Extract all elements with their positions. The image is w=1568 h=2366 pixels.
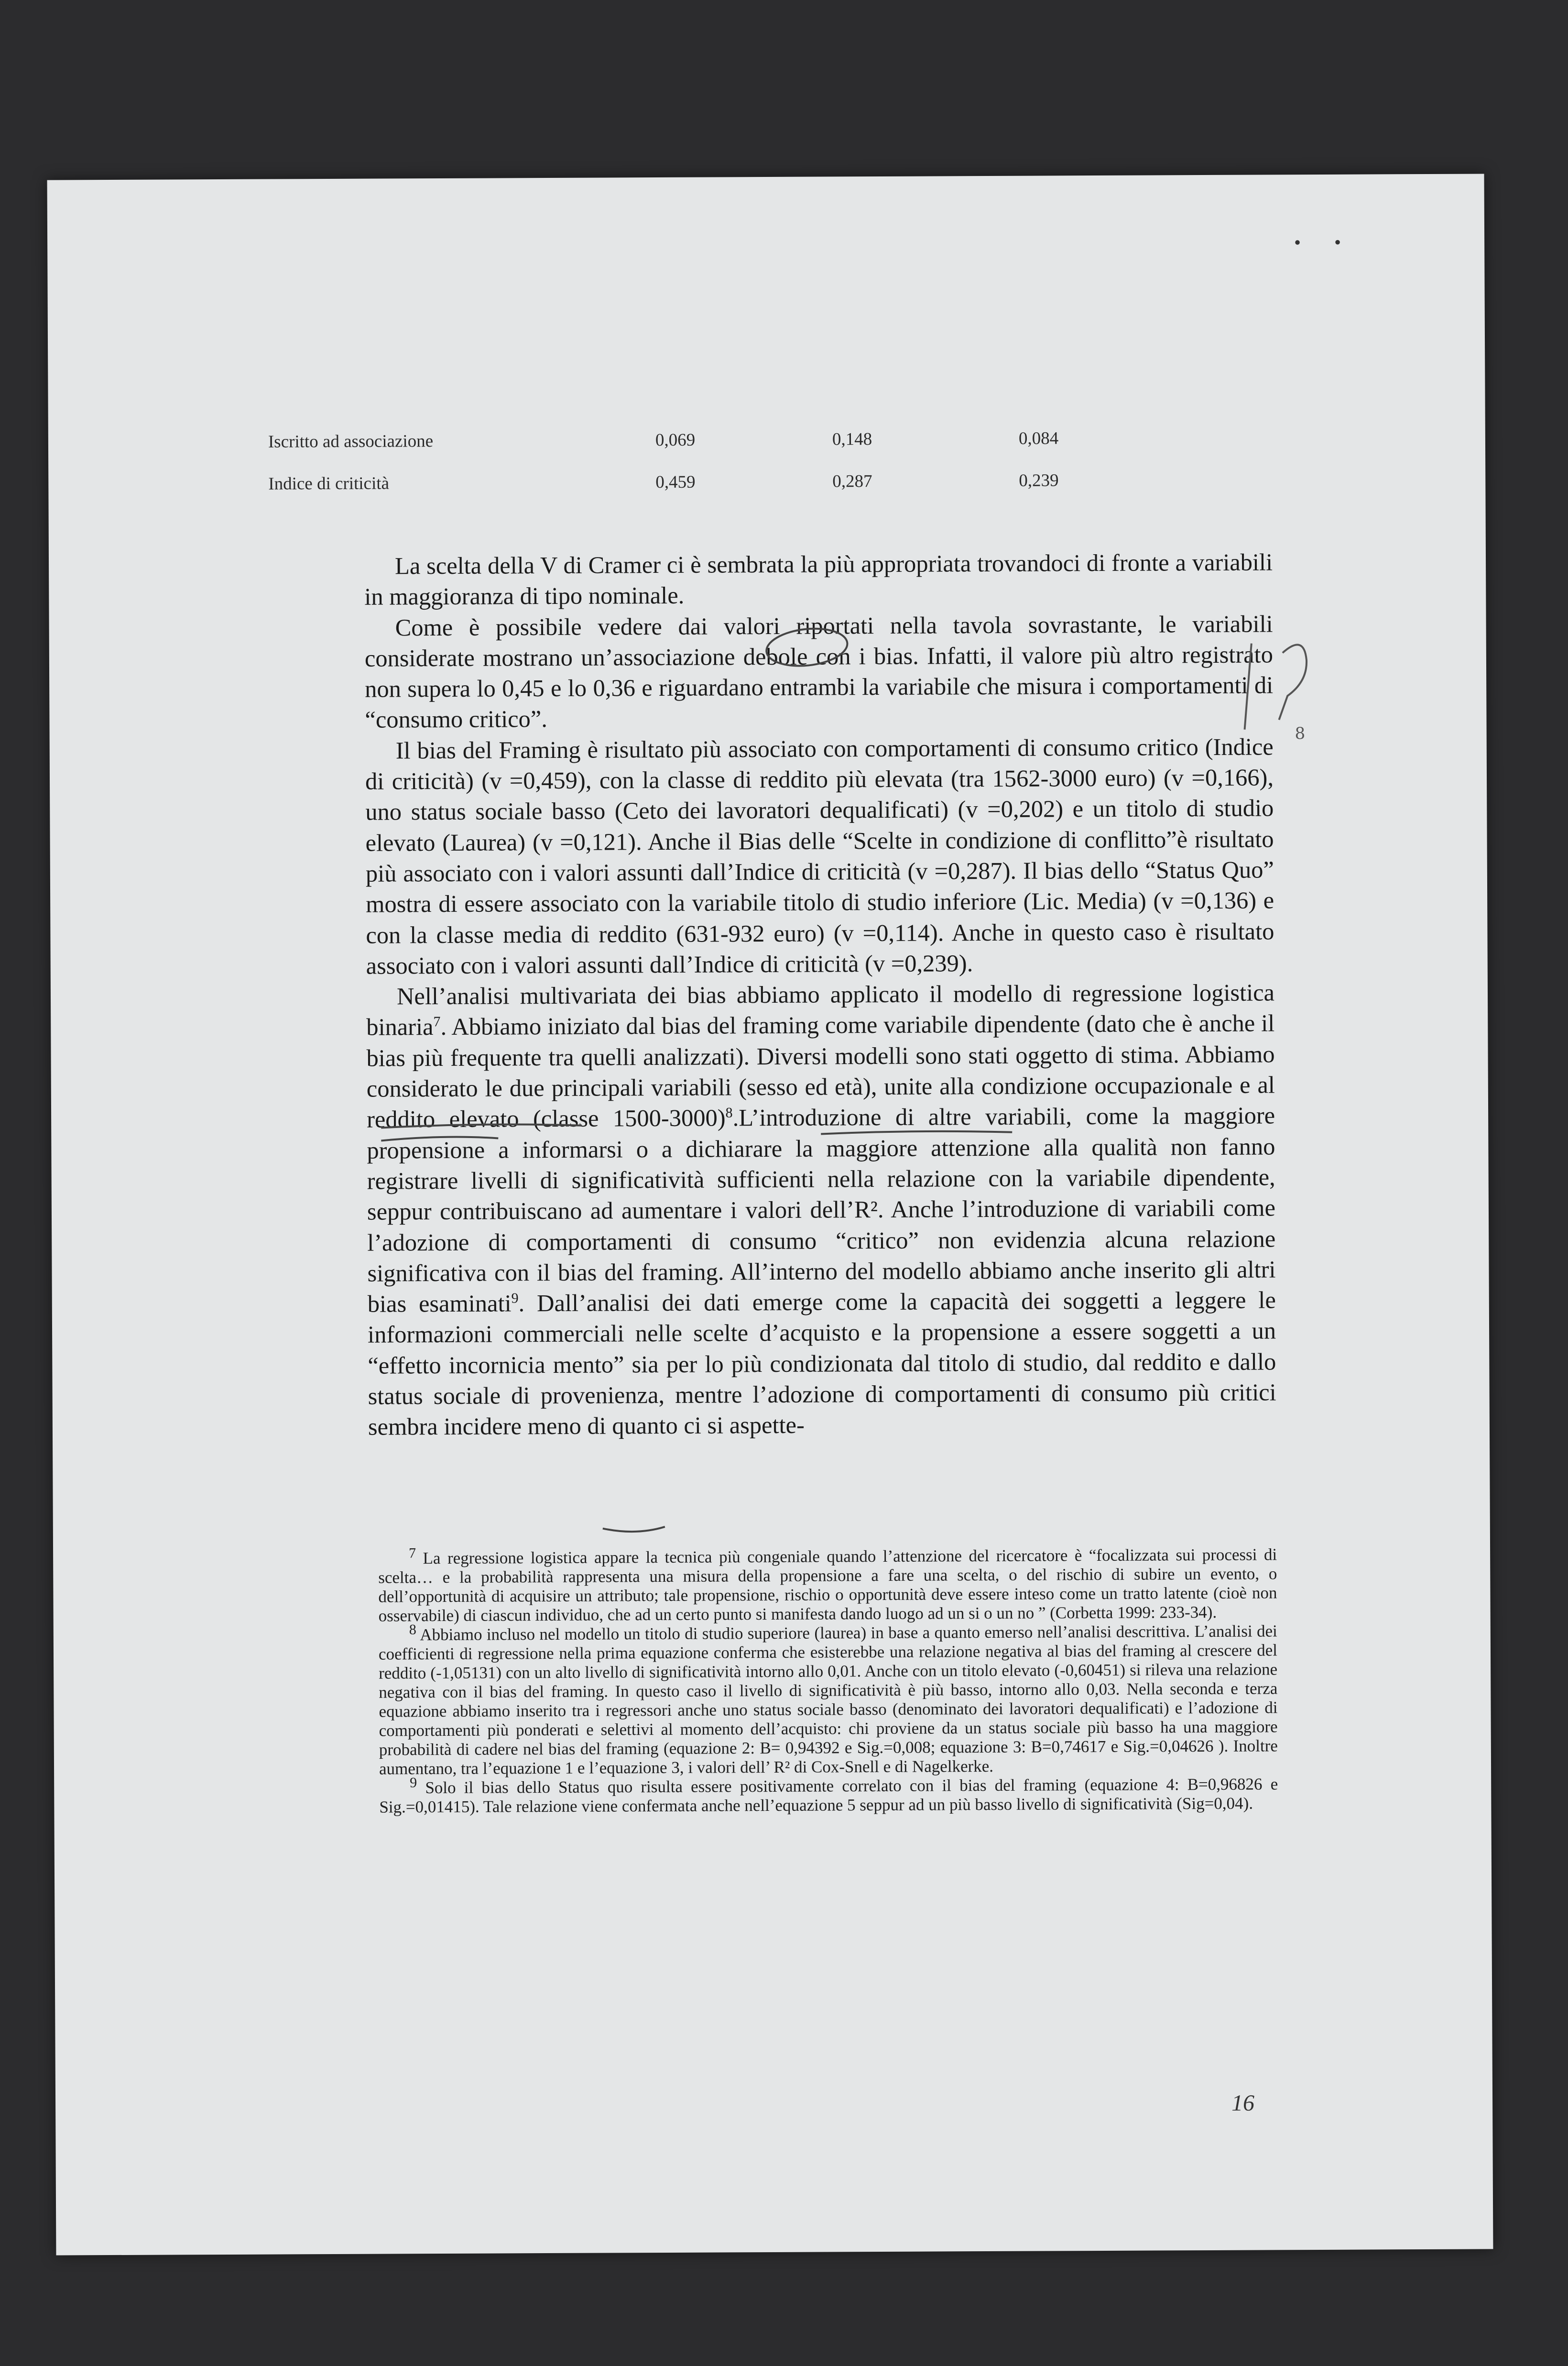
paragraph-part: Nell’analisi multivariata dei bias abbiamo applicato il modello di regressione logistica binaria: [366, 979, 1275, 1041]
paragraph-part: .L’introduzione di altre variabili, come la maggiore propensione a informarsi o a dichiarare la maggiore attenzione alla qualità non fanno registrare livelli di significatività sufficienti nella relazione con la variabile dipendente, seppur contribuiscano ad aumentare i valori dell’R². Anche l’introduzione di variabili come l’adozione di comportamenti di consumo “critico” non evidenzia alcuna relazione significativa con il bias del framing. All’interno del modello abbiamo anche inserito gli altri bias esaminati: [367, 1102, 1276, 1317]
footnote-ref: 9: [511, 1290, 519, 1306]
association-table: [268, 416, 1163, 504]
footnote-text: Solo il bias dello Status quo risulta essere positivamente correlato con il bias del framing (equazione 4: B=0,96826 e Sig.=0,01415). Tale relazione viene confermata anche nell’equazione 5 seppur ad un più basso livello di significatività (Sig=0,04).: [379, 1774, 1278, 1817]
cell-value: 0,287: [832, 471, 872, 491]
handwritten-mark: [1279, 645, 1307, 720]
footnote-text: La regressione logistica appare la tecnica più congeniale quando l’attenzione del ricercatore è “focalizzata sui processi di scelta… e la probabilità rappresenta una misura della propensione a fare una scelta, o del rischio di subire un evento, o dell’opportunità di acquisire un attributo; tale propensione, rischio o opportunità deve essere inteso come un tratto latente (cioè non osservabile) di ciascun individuo, che ad un certo punto si manifesta dando luogo ad un si o un no ” (Corbetta 1999: 233-34).: [378, 1545, 1277, 1625]
footnote-ref: 8: [725, 1105, 733, 1121]
cell-value: 0,069: [655, 430, 696, 450]
paragraph: La scelta della V di Cramer ci è sembrata la più appropriata trovandoci di fronte a variabili in maggioranza di tipo nominale.: [364, 548, 1273, 610]
table-row: [268, 459, 1162, 504]
paragraph-part: . Dall’analisi dei dati emerge come la capacità dei soggetti a leggere le informazioni commerciali nelle scelte d’acquisto e la propensione a essere soggetti a un “effetto incornicia mento” sia per lo più condizionata dal titolo di studio, dal reddito e dallo status sociale di provenienza, mentre l’adozione di comportamenti di consumo più critici sembra incidere meno di quanto ci si aspette-: [367, 1286, 1276, 1440]
paragraph: [366, 977, 1276, 1443]
table-row: [268, 416, 1162, 462]
handwritten-underline: [603, 1527, 665, 1532]
cell-value: 0,148: [832, 429, 872, 449]
footnote: [379, 1621, 1278, 1778]
document-page: [47, 174, 1493, 2255]
cell-value: 0,084: [1018, 428, 1059, 449]
row-label: Iscritto ad associazione: [268, 431, 434, 452]
row-label: Indice di criticità: [268, 473, 390, 494]
footnote: [378, 1545, 1277, 1625]
footnote-text: Abbiamo incluso nel modello un titolo di studio superiore (laurea) in base a quanto emerso nell’analisi descrittiva. L’analisi dei coefficienti di regressione nella prima equazione conferma che esisterebbe una relazione negativa al bias del framing al crescere del reddito (-1,05131) con un alto livello di significatività intorno allo 0,01. Anche con un titolo elevato (-0,60451) si rileva una relazione negativa con il bias del framing. In questo caso il livello di significatività è più basso, intorno allo 0,03. Nella seconda e terza equazione abbiamo inserito tra i regressori anche uno status sociale basso (denominato dei lavoratori dequalificati) e l’adozione di comportamenti più ponderati e selettivi al momento dell’acquisto: chi proviene da un status sociale più basso ha una maggiore probabilità di cadere nel bias del framing (equazione 2: B= 0,94392 e Sig.=0,008; equazione 3: B=0,74617 e Sig.=0,04626 ). Inoltre aumentano, tra l’equazione 1 e l’equazione 3, i valori dell’ R² di Cox-Snell e di Nagelkerke.: [378, 1621, 1278, 1778]
footnotes: [378, 1545, 1278, 1817]
footnote: [379, 1774, 1278, 1817]
footnote-number: 8: [409, 1621, 416, 1638]
cell-value: 0,239: [1019, 470, 1059, 491]
page-number: 16: [1231, 2090, 1255, 2116]
scan-specks: • •: [1294, 231, 1356, 253]
body-text: [364, 547, 1276, 1442]
paragraph-part: . Abbiamo iniziato dal bias del framing come variabile dipendente (dato che è anche il bias più frequente tra quelli analizzati). Diversi modelli sono stati oggetto di stima. Abbiamo considerato le due principali variabili (sesso ed età), unite alla condizione occupazionale e al reddito elevato (classe 1500-3000): [366, 1009, 1275, 1133]
paragraph: Come è possibile vedere dai valori riportati nella tavola sovrastante, le variabili considerate mostrano un’associazione debole con i bias. Infatti, il valore più altro registrato non supera lo 0,45 e lo 0,36 e riguardano entrambi la variabile che misura i comportamenti di “consumo critico”.: [364, 610, 1274, 734]
footnote-number: 9: [410, 1774, 417, 1791]
cell-value: 0,459: [655, 472, 696, 492]
footnote-ref: 7: [433, 1014, 441, 1030]
handwritten-note: 8: [1295, 724, 1306, 744]
paragraph: Il bias del Framing è risultato più associato con comportamenti di consumo critico (Indice di criticità) (v =0,459), con la classe di reddito più elevata (tra 1562-3000 euro) (v =0,166), uno status sociale basso (Ceto dei lavoratori dequalificati) (v =0,202) e un titolo di studio elevato (Laurea) (v =0,121). Anche il Bias delle “Scelte in condizione di conflitto”è risultato più associato con i valori assunti dall’Indice di criticità (v =0,287). Il bias dello “Status Quo” mostra di essere associato con la variabile titolo di studio inferiore (Lic. Media) (v =0,136) e con la classe media di reddito (631-932 euro) (v =0,114). Anche in questo caso è risultato associato con i valori assunti dall’Indice di criticità (v =0,239).: [365, 733, 1274, 979]
footnote-number: 7: [409, 1545, 416, 1561]
